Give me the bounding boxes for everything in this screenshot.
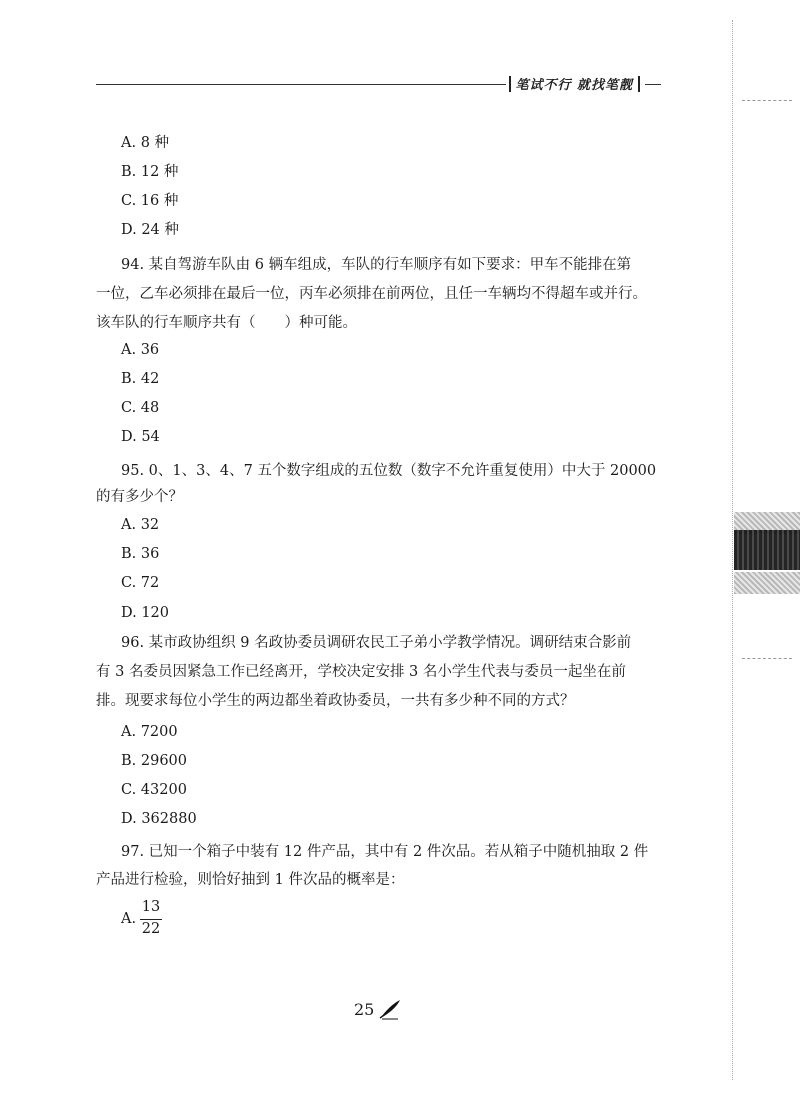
question-97-line: 97. 已知一个箱子中装有 12 件产品，其中有 2 件次品。若从箱子中随机抽取 2 件 [121,844,649,860]
question-96-line: 有 3 名委员因紧急工作已经离开，学校决定安排 3 名小学生代表与委员一起坐在前 [96,664,626,680]
option-text: B. 36 [121,546,160,562]
scan-artifact [734,572,800,594]
option-text: A. 32 [121,517,160,533]
option-text: D. 362880 [121,811,197,827]
question-96-line: 排。现要求每位小学生的两边都坐着政协委员，一共有多少种不同的方式？ [96,693,575,709]
fraction-numerator: 13 [141,899,161,915]
option-text: C. 48 [121,400,160,416]
scan-mark [742,100,792,101]
option-text: A. 8 种 [121,135,170,151]
question-94-line: 该车队的行车顺序共有（ ）种可能。 [96,315,357,331]
option-text: A. 36 [121,342,160,358]
question-95-line: 95. 0、1、3、4、7 五个数字组成的五位数（数字不允许重复使用）中大于 20000 [121,463,657,479]
option-text: D. 54 [121,429,160,445]
option-text: B. 12 种 [121,164,179,180]
header-brand [504,74,661,93]
option-text: B. 29600 [121,753,188,769]
option-text: C. 43200 [121,782,187,798]
fraction-denominator: 22 [141,921,161,937]
page-edge [732,20,733,1080]
question-96-line: 96. 某市政协组织 9 名政协委员调研农民工子弟小学教学情况。调研结束合影前 [121,635,632,651]
option-text: A. 7200 [121,724,178,740]
header-bar-right [638,76,640,92]
header-bar-left [509,76,511,92]
question-95-line: 的有多少个？ [96,489,183,505]
option-label: A. [121,911,137,927]
fraction-bar [140,919,162,920]
question-97-line: 产品进行检验，则恰好抽到 1 件次品的概率是： [96,872,405,888]
header-tail [645,84,661,85]
option-text: C. 72 [121,575,160,591]
option-text: D. 24 种 [121,222,179,238]
option-text: B. 42 [121,371,160,387]
quill-pen-icon [378,998,402,1020]
option-text: D. 120 [121,605,170,621]
question-94-line: 一位，乙车必须排在最后一位，丙车必须排在前两位，且任一车辆均不得超车或并行。 [96,286,647,302]
scan-mark [742,658,792,659]
scan-artifact [734,530,800,570]
option-text: C. 16 种 [121,193,179,209]
question-94-line: 94. 某自驾游车队由 6 辆车组成，车队的行车顺序有如下要求：甲车不能排在第 [121,257,632,273]
header-brand-text: 笔试不行 就找笔靓 [515,78,634,93]
page-number: 25 [354,1000,375,1019]
header-rule [96,84,506,85]
